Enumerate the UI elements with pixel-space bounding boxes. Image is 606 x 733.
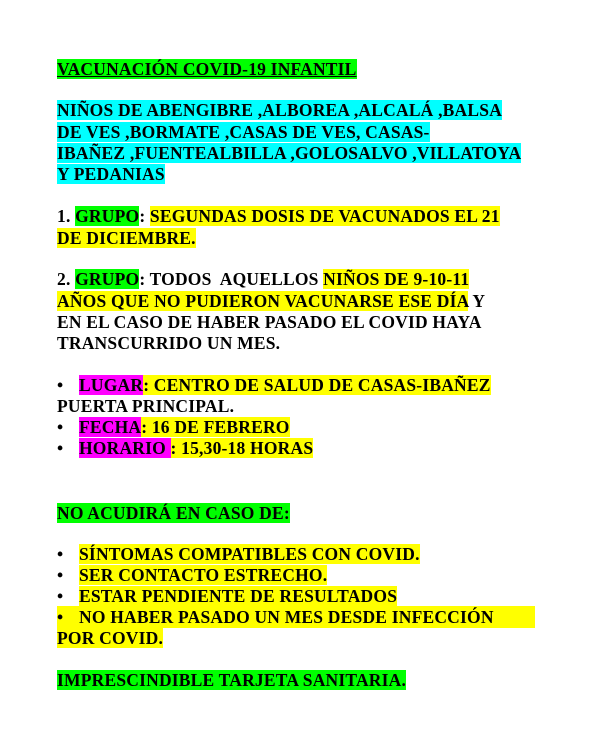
condition-text-4: NO HABER PASADO UN MES DESDE INFECCIÓN xyxy=(79,607,494,627)
bullet-icon: • xyxy=(57,586,64,606)
condition-text-3: ESTAR PENDIENTE DE RESULTADOS xyxy=(79,586,398,606)
footer-text: IMPRESCINDIBLE TARJETA SANITARIA. xyxy=(57,670,407,690)
condition-item-4-cont xyxy=(57,627,163,649)
towns-text-2: DE VES ,BORMATE ,CASAS DE VES, CASAS- xyxy=(57,122,430,142)
towns-line-2 xyxy=(57,121,430,143)
bullet-icon: • xyxy=(57,565,64,585)
group2-number: 2. xyxy=(57,269,71,289)
condition-text-2: SER CONTACTO ESTRECHO. xyxy=(79,565,328,585)
lugar-value-2: PUERTA PRINCIPAL. xyxy=(57,396,235,416)
condition-text-4-cont: POR COVID. xyxy=(57,628,164,648)
group1-line-1 xyxy=(57,205,500,227)
footer-line xyxy=(57,669,406,691)
lugar-value: : CENTRO DE SALUD DE CASAS-IBAÑEZ xyxy=(143,375,491,395)
towns-text-1: NIÑOS DE ABENGIBRE ,ALBOREA ,ALCALÁ ,BALSA xyxy=(57,100,503,120)
group2-text-plain: : TODOS AQUELLOS xyxy=(139,269,324,289)
bullet-icon: • xyxy=(57,375,64,395)
group2-line-3 xyxy=(57,311,482,333)
group1-line-2 xyxy=(57,227,196,249)
fecha-line xyxy=(57,416,290,438)
condition-text-1: SÍNTOMAS COMPATIBLES CON COVID. xyxy=(79,544,420,564)
no-acudira-heading-text: NO ACUDIRÁ EN CASO DE: xyxy=(57,503,290,523)
towns-line-4 xyxy=(57,163,165,185)
group1-text-2: DE DICIEMBRE. xyxy=(57,228,196,248)
group2-line-4 xyxy=(57,332,280,354)
horario-value: : 15,30-18 HORAS xyxy=(170,438,314,458)
towns-line-3 xyxy=(57,142,521,164)
title xyxy=(57,58,357,80)
group2-text-hl-2: AÑOS QUE NO PUDIERON VACUNARSE ESE DÍA xyxy=(57,291,469,311)
horario-label: HORARIO xyxy=(79,438,171,458)
condition-item-2 xyxy=(57,564,327,586)
group2-line-2 xyxy=(57,290,485,312)
bullet-icon: • xyxy=(57,544,64,564)
fecha-label: FECHA xyxy=(79,417,142,437)
title-text: VACUNACIÓN COVID-19 INFANTIL xyxy=(57,59,357,79)
bullet-icon: • xyxy=(57,607,64,627)
group2-label: GRUPO xyxy=(75,269,140,289)
lugar-line xyxy=(57,374,491,396)
condition-item-4 xyxy=(57,606,535,628)
condition-item-3 xyxy=(57,585,397,607)
group1-number: 1. xyxy=(57,206,71,226)
group1-colon: : xyxy=(139,206,146,226)
fecha-value: : 16 DE FEBRERO xyxy=(141,417,290,437)
group1-label: GRUPO xyxy=(75,206,140,226)
lugar-line-2 xyxy=(57,395,234,417)
group1-text-1: SEGUNDAS DOSIS DE VACUNADOS EL 21 xyxy=(149,206,500,226)
no-acudira-heading xyxy=(57,502,290,524)
group2-text-hl-1: NIÑOS DE 9-10-11 xyxy=(323,269,470,289)
group2-text-4: TRANSCURRIDO UN MES. xyxy=(57,333,281,353)
group2-text-plain-2: Y xyxy=(468,291,486,311)
group2-line-1 xyxy=(57,268,469,290)
towns-text-3: IBAÑEZ ,FUENTEALBILLA ,GOLOSALVO ,VILLATOYA xyxy=(57,143,522,163)
bullet-icon: • xyxy=(57,417,64,437)
lugar-label: LUGAR xyxy=(79,375,144,395)
towns-text-4: Y PEDANIAS xyxy=(57,164,165,184)
horario-line xyxy=(57,437,313,459)
group2-text-3: EN EL CASO DE HABER PASADO EL COVID HAYA xyxy=(57,312,482,332)
condition-item-1 xyxy=(57,543,420,565)
bullet-icon: • xyxy=(57,438,64,458)
towns-line-1 xyxy=(57,99,502,121)
